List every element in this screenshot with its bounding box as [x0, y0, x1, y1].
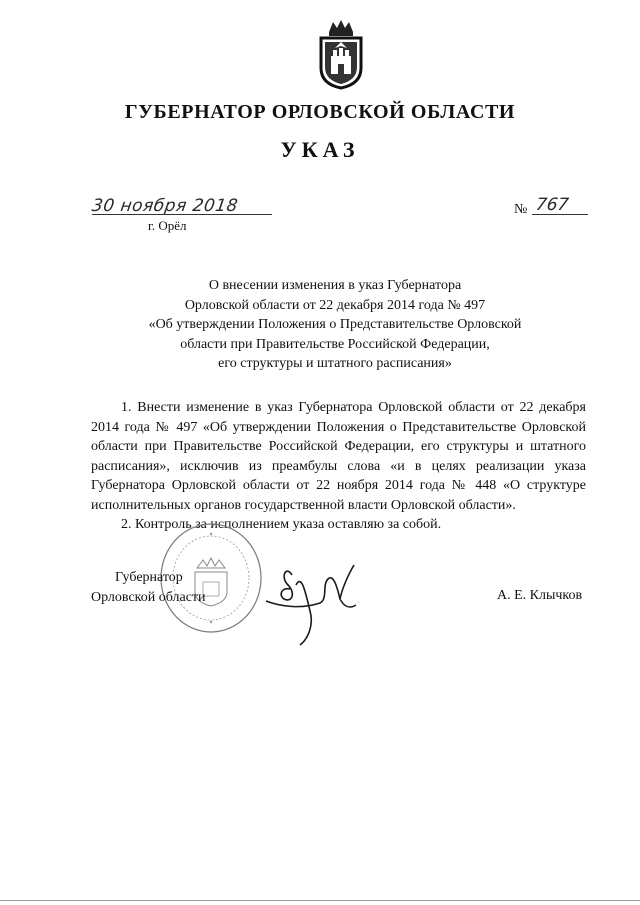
coat-of-arms-icon — [313, 18, 369, 90]
handwritten-signature-icon — [262, 555, 372, 650]
body-paragraph-1: 1. Внести изменение в указ Губернатора Орловской области от 22 декабря 2014 года № 497 «Об утверждении Положения о Представительстве Орловской области при Правительстве Российской Федерации, его структуры и штатного расписания», исключив из преамбулы слова «и в целях реализации указа Губернатора Орловской области от 22 ноября 2014 года № 448 «О структуре исполнительных органов государственной власти Орловской области». — [91, 400, 586, 513]
subject-line: его структуры и штатного расписания» — [218, 356, 452, 371]
signatory-position — [91, 568, 206, 607]
organization-title: ГУБЕРНАТОР ОРЛОВСКОЙ ОБЛАСТИ — [124, 101, 516, 123]
document-city: г. Орёл — [148, 218, 187, 233]
position-line-1: Губернатор — [115, 570, 183, 585]
subject-line: О внесении изменения в указ Губернатора — [208, 278, 462, 293]
page-bottom-edge — [0, 900, 640, 901]
document-subject — [110, 276, 560, 374]
subject-line: области при Правительстве Российской Федерации, — [180, 336, 490, 352]
body-paragraph-2: 2. Контроль за исполнением указа оставляю за собой. — [121, 517, 442, 532]
date-underline — [92, 214, 272, 215]
document-type: УКАЗ — [280, 137, 360, 162]
signer-name: А. Е. Клычков — [497, 588, 583, 603]
subject-line: «Об утверждении Положения о Представительстве Орловской — [148, 317, 522, 332]
subject-line: Орловской области от 22 декабря 2014 года № 497 — [184, 297, 486, 313]
document-number: 767 — [534, 195, 570, 215]
document-date: 30 ноября 2018 — [90, 196, 240, 216]
document-body — [91, 398, 586, 535]
number-label: № — [514, 202, 528, 217]
position-line-2: Орловской области — [91, 589, 206, 605]
number-underline — [532, 214, 588, 215]
